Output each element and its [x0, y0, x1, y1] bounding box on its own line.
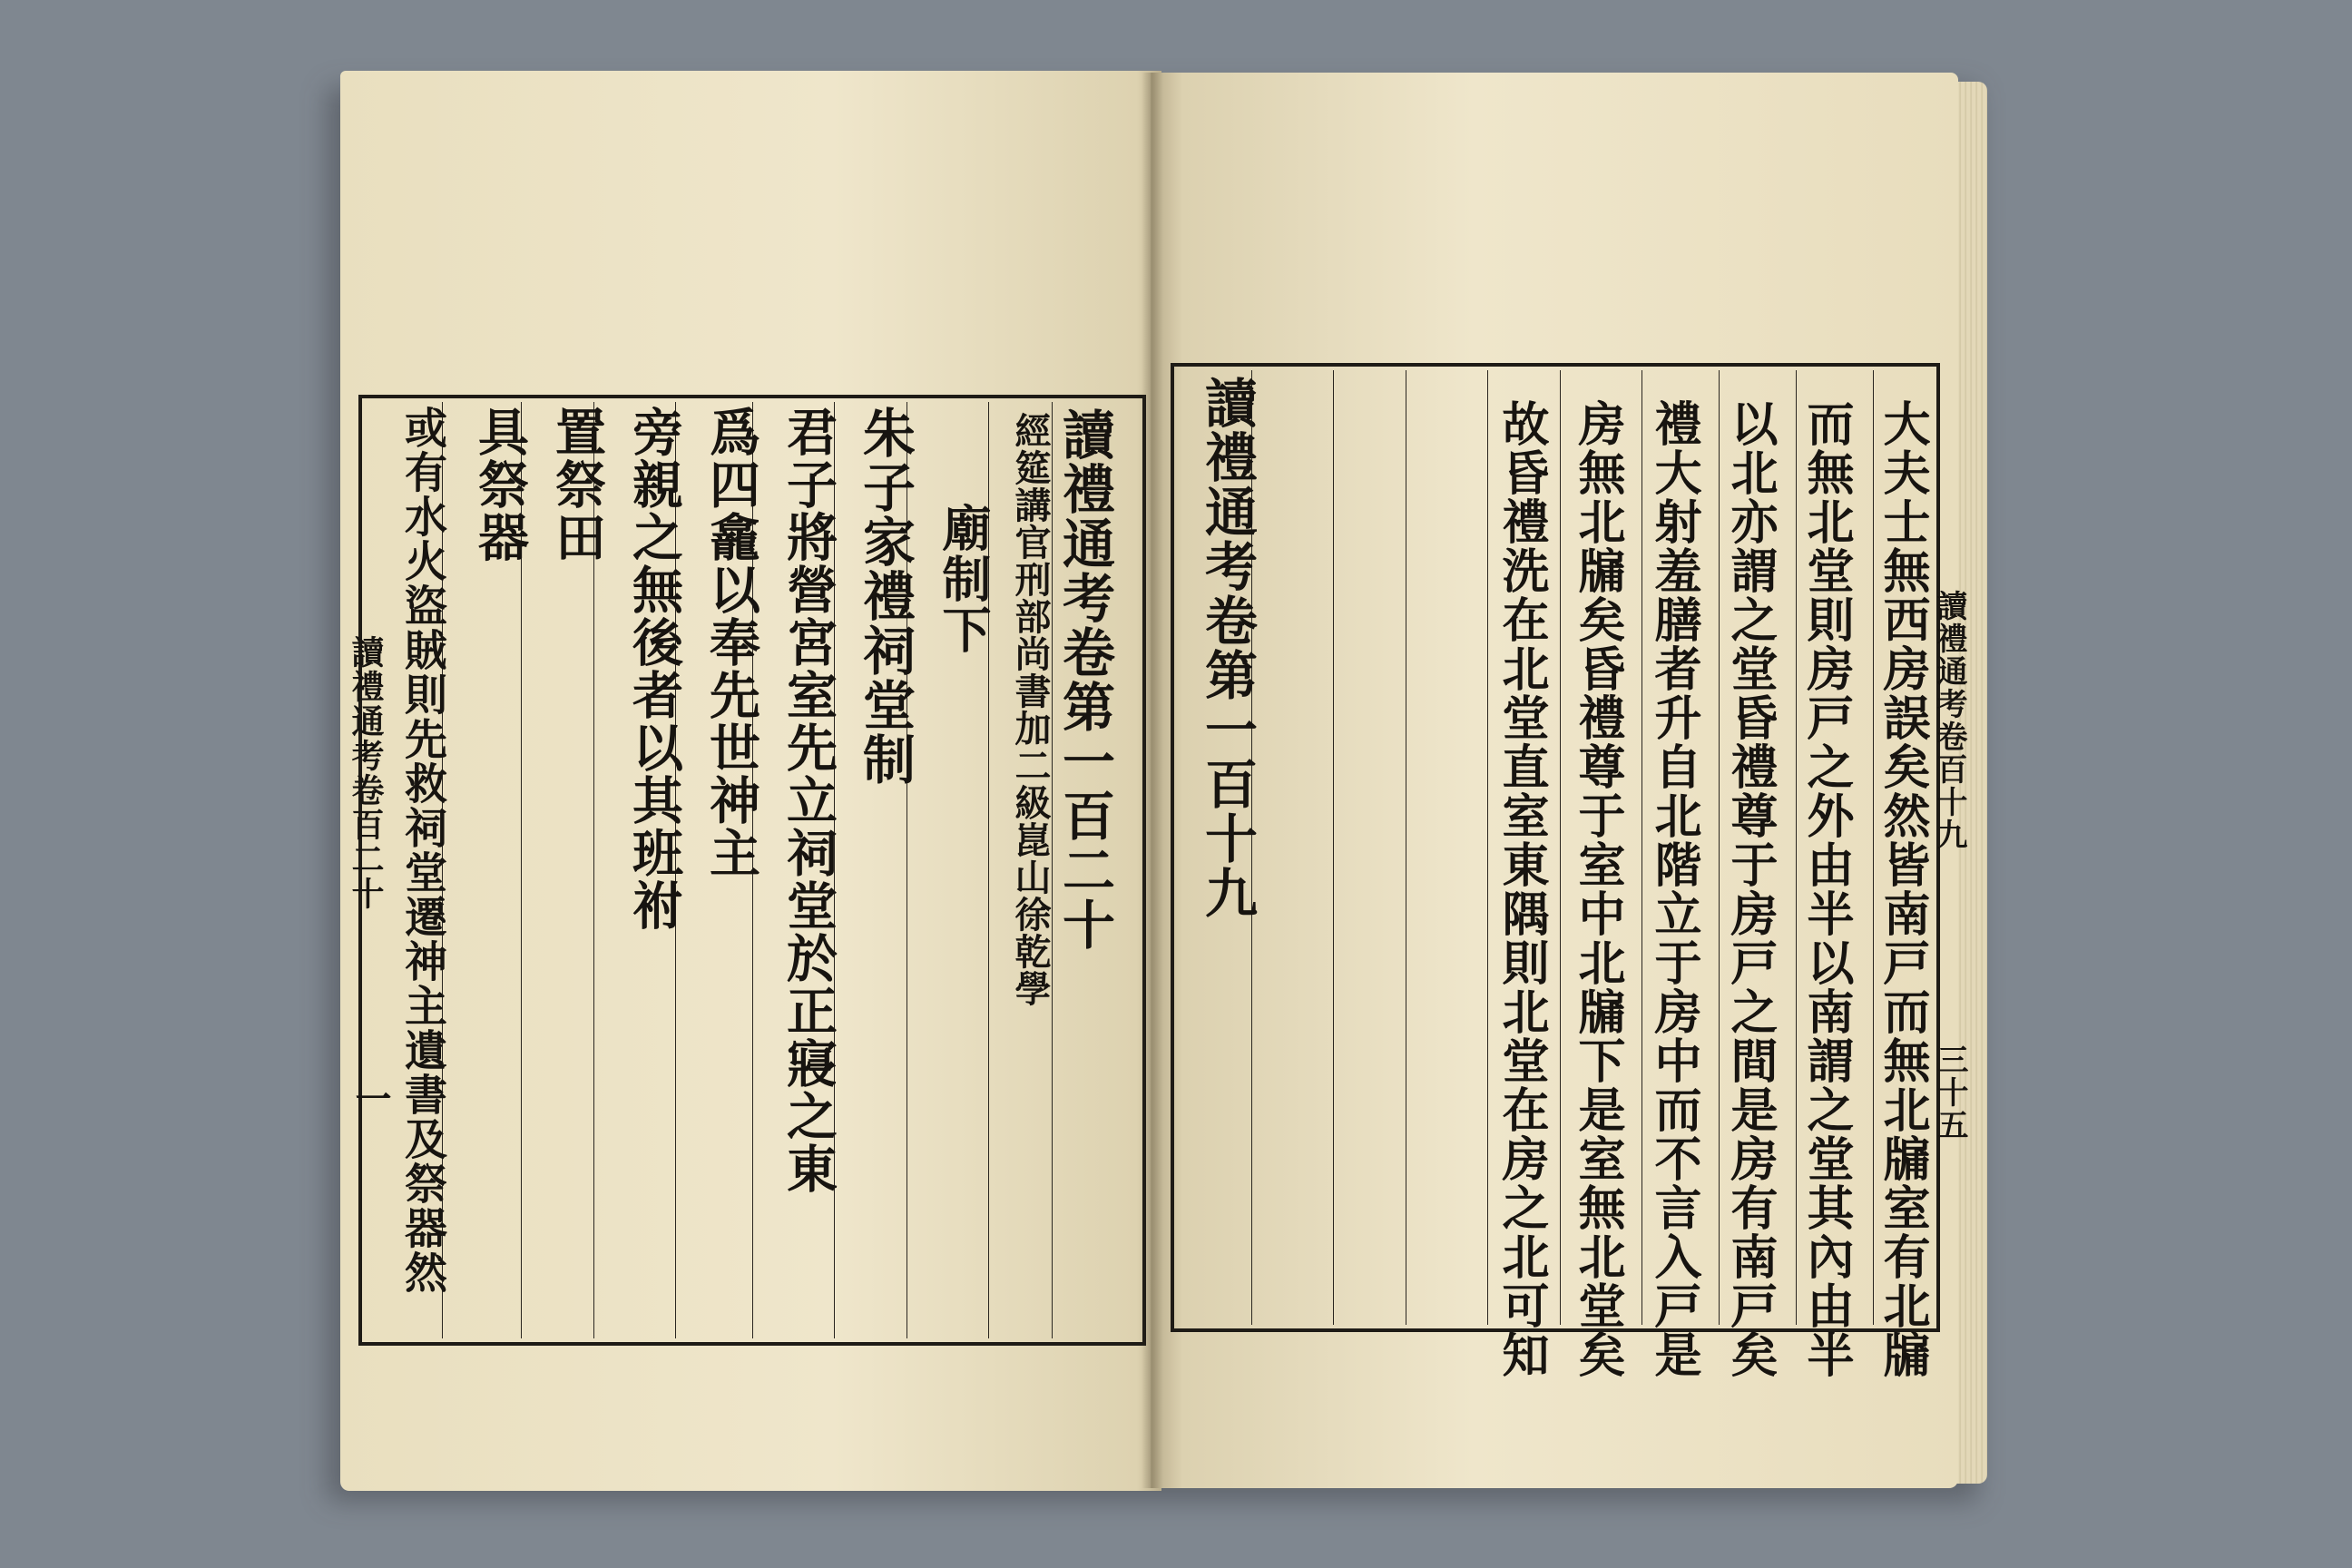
left-section-title: 廟制下 [935, 503, 993, 655]
right-text-column-1: 大夫士無西房誤矣然皆南戸而無北牖室有北牖 [1875, 399, 1930, 1379]
left-volume-title: 讀禮通考卷第一百二十 [1054, 407, 1115, 952]
right-volume-title: 讀禮通考卷第一百十九 [1196, 376, 1258, 920]
right-text-column-5: 房無北牖矣昏禮尊于室中北牖下是室無北堂矣 [1570, 399, 1625, 1379]
book-gutter [1142, 73, 1163, 1488]
left-text-column-7: 或有水火盜賊則先救祠堂遷神主遺書及祭器然 [397, 406, 447, 1295]
left-folio-number: 一 [349, 1080, 392, 1118]
right-text-column-6: 故昏禮洗在北堂直室東隅則北堂在房之北可知 [1494, 399, 1549, 1379]
left-compilers-line: 經筵講官刑部尚書加二級崑山徐乾學 [1009, 412, 1052, 1007]
right-folio-number: 三十五 [1932, 1044, 1968, 1142]
left-text-column-3: 爲四龕以奉先世神主 [701, 406, 761, 879]
right-text-column-2: 而無北堂則房戸之外由半以南謂之堂其內由半 [1798, 399, 1854, 1379]
left-text-column-6: 具祭器 [470, 406, 530, 564]
left-text-column-1: 朱子家禮祠堂制 [854, 406, 916, 787]
left-margin-label: 讀禮通考卷百二十 [347, 635, 385, 911]
left-text-column-2: 君子將營宮室先立祠堂於正寢之東 [779, 406, 838, 1195]
left-text-column-5: 置祭田 [547, 406, 607, 564]
right-text-column-4: 禮大射羞膳者升自北階立于房中而不言入戸是 [1646, 399, 1701, 1379]
right-text-column-3: 以北亦謂之堂昏禮尊于房戸之間是房有南戸矣 [1722, 399, 1778, 1379]
left-page-frame [358, 395, 1146, 1346]
right-page-frame [1171, 363, 1940, 1379]
left-text-column-4: 旁親之無後者以其班祔 [624, 406, 684, 932]
right-margin-label: 讀禮通考卷百十九 [1931, 590, 1967, 851]
bleed-through-text [458, 180, 521, 225]
